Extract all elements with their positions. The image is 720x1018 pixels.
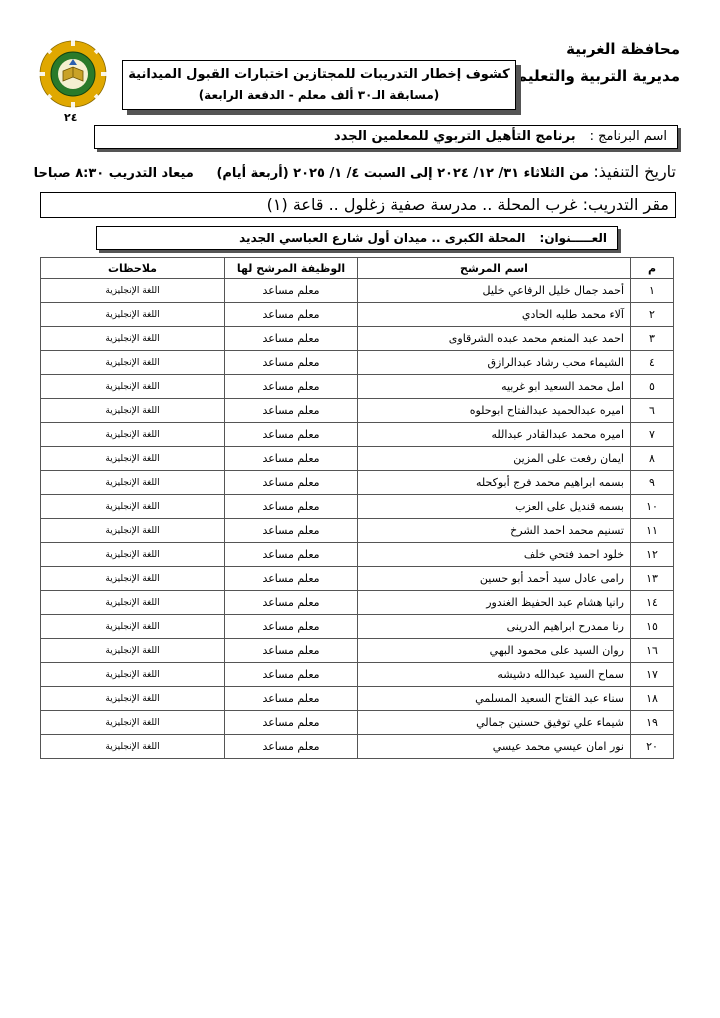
candidate-job: معلم مساعد	[225, 447, 358, 471]
table-row	[41, 399, 674, 423]
page-number: ٢٤	[64, 111, 78, 124]
execution-label: تاريخ التنفيذ:	[593, 162, 676, 181]
row-number: ١٧	[631, 663, 674, 687]
candidate-note: اللغة الإنجليزية	[41, 735, 225, 759]
candidate-note: اللغة الإنجليزية	[41, 447, 225, 471]
table-row	[41, 567, 674, 591]
candidate-job: معلم مساعد	[225, 567, 358, 591]
candidate-note: اللغة الإنجليزية	[41, 471, 225, 495]
candidate-name: اميره محمد عبدالقادر عبدالله	[358, 423, 631, 447]
table-row	[41, 495, 674, 519]
candidate-note: اللغة الإنجليزية	[41, 399, 225, 423]
table-row	[41, 687, 674, 711]
candidate-note: اللغة الإنجليزية	[41, 591, 225, 615]
row-number: ١٦	[631, 639, 674, 663]
row-number: ٦	[631, 399, 674, 423]
candidate-job: معلم مساعد	[225, 591, 358, 615]
candidate-note: اللغة الإنجليزية	[41, 543, 225, 567]
table-row	[41, 279, 674, 303]
program-label: اسم البرنامج :	[589, 129, 667, 144]
candidate-job: معلم مساعد	[225, 495, 358, 519]
candidate-name: خلود احمد فتحي خلف	[358, 543, 631, 567]
table-row	[41, 471, 674, 495]
candidate-note: اللغة الإنجليزية	[41, 351, 225, 375]
address-label: العـــــنوان:	[539, 231, 607, 245]
execution-dates: من الثلاثاء ٣١/ ١٢/ ٢٠٢٤ إلى السبت ٤/ ١/ ٢٠٢٥ (أربعة أيام)	[216, 166, 589, 181]
address-box	[96, 226, 618, 250]
candidate-job: معلم مساعد	[225, 615, 358, 639]
training-time: ميعاد التدريب ٨:٣٠ صباحا	[33, 166, 194, 181]
candidate-job: معلم مساعد	[225, 279, 358, 303]
row-number: ١٣	[631, 567, 674, 591]
table-row	[41, 591, 674, 615]
row-number: ٣	[631, 327, 674, 351]
row-number: ٢٠	[631, 735, 674, 759]
row-number: ١٩	[631, 711, 674, 735]
candidate-note: اللغة الإنجليزية	[41, 375, 225, 399]
candidate-name: بسمه ابراهيم محمد فرج أبوكحله	[358, 471, 631, 495]
candidate-note: اللغة الإنجليزية	[41, 327, 225, 351]
document-title-box	[122, 60, 516, 110]
candidate-note: اللغة الإنجليزية	[41, 279, 225, 303]
table-row	[41, 351, 674, 375]
candidate-job: معلم مساعد	[225, 639, 358, 663]
table-row	[41, 303, 674, 327]
header-job: الوظيفة المرشح لها	[225, 258, 358, 279]
row-number: ١	[631, 279, 674, 303]
candidate-job: معلم مساعد	[225, 519, 358, 543]
candidate-name: شيماء علي توفيق حسنين جمالي	[358, 711, 631, 735]
candidate-name: سناء عبد الفتاح السعيد المسلمي	[358, 687, 631, 711]
candidate-note: اللغة الإنجليزية	[41, 495, 225, 519]
candidate-job: معلم مساعد	[225, 375, 358, 399]
row-number: ٨	[631, 447, 674, 471]
venue-box	[40, 192, 676, 218]
row-number: ٧	[631, 423, 674, 447]
candidate-note: اللغة الإنجليزية	[41, 567, 225, 591]
program-value: برنامج التأهيل التربوي للمعلمين الجدد	[334, 129, 576, 144]
document-subtitle: (مسابقة الـ٣٠ ألف معلم - الدفعة الرابعة)	[198, 88, 440, 102]
candidate-name: امل محمد السعيد ابو غربيه	[358, 375, 631, 399]
candidate-note: اللغة الإنجليزية	[41, 303, 225, 327]
row-number: ١٢	[631, 543, 674, 567]
candidate-name: روان السيد على محمود البهي	[358, 639, 631, 663]
candidate-note: اللغة الإنجليزية	[41, 711, 225, 735]
candidate-job: معلم مساعد	[225, 327, 358, 351]
table-row	[41, 327, 674, 351]
address-value: المحلة الكبرى .. ميدان أول شارع العباسي الجديد	[239, 231, 526, 245]
candidate-name: اميره عبدالحميد عبدالفتاح ابوحلوه	[358, 399, 631, 423]
candidate-job: معلم مساعد	[225, 423, 358, 447]
venue-text: مقر التدريب: غرب المحلة .. مدرسة صفية زغلول .. قاعة (١)	[266, 195, 669, 214]
candidate-name: رانيا هشام عبد الحفيظ الغندور	[358, 591, 631, 615]
header-notes: ملاحظات	[41, 258, 225, 279]
candidate-job: معلم مساعد	[225, 687, 358, 711]
candidate-job: معلم مساعد	[225, 735, 358, 759]
candidate-note: اللغة الإنجليزية	[41, 663, 225, 687]
execution-line	[20, 162, 676, 181]
table-header-row	[41, 258, 674, 279]
candidate-name: أحمد جمال خليل الرفاعي خليل	[358, 279, 631, 303]
candidate-job: معلم مساعد	[225, 471, 358, 495]
candidate-name: ايمان رفعت على المزين	[358, 447, 631, 471]
candidate-job: معلم مساعد	[225, 303, 358, 327]
table-row	[41, 663, 674, 687]
table-row	[41, 447, 674, 471]
candidate-note: اللغة الإنجليزية	[41, 687, 225, 711]
candidate-name: الشيماء محب رشاد عبدالرازق	[358, 351, 631, 375]
header-num: م	[631, 258, 674, 279]
table-row	[41, 735, 674, 759]
row-number: ١٥	[631, 615, 674, 639]
candidate-job: معلم مساعد	[225, 543, 358, 567]
candidate-job: معلم مساعد	[225, 399, 358, 423]
candidate-job: معلم مساعد	[225, 351, 358, 375]
candidate-job: معلم مساعد	[225, 663, 358, 687]
candidate-name: بسمه قنديل على العزب	[358, 495, 631, 519]
document-title: كشوف إخطار التدريبات للمجتازين اختبارات القبول الميدانية	[128, 67, 510, 82]
table-row	[41, 423, 674, 447]
table-row	[41, 639, 674, 663]
directorate-logo-icon	[36, 37, 110, 111]
row-number: ٥	[631, 375, 674, 399]
table-row	[41, 519, 674, 543]
header-name: اسم المرشح	[358, 258, 631, 279]
governorate-name: محافظة الغربية	[566, 40, 680, 58]
candidate-name: آلاء محمد طلبه الحادي	[358, 303, 631, 327]
row-number: ١٠	[631, 495, 674, 519]
table-row	[41, 711, 674, 735]
row-number: ٢	[631, 303, 674, 327]
candidate-note: اللغة الإنجليزية	[41, 615, 225, 639]
candidate-name: سماح السيد عبدالله دشيشه	[358, 663, 631, 687]
candidate-name: نور امان عيسي محمد عيسي	[358, 735, 631, 759]
table-row	[41, 615, 674, 639]
candidate-name: تسنيم محمد احمد الشرخ	[358, 519, 631, 543]
candidates-table	[40, 257, 674, 759]
directorate-name: مديرية التربية والتعليم	[516, 67, 680, 85]
candidate-note: اللغة الإنجليزية	[41, 519, 225, 543]
candidate-job: معلم مساعد	[225, 711, 358, 735]
row-number: ١٤	[631, 591, 674, 615]
program-box	[94, 125, 678, 149]
row-number: ٩	[631, 471, 674, 495]
row-number: ١١	[631, 519, 674, 543]
candidate-name: رامى عادل سيد أحمد أبو حسين	[358, 567, 631, 591]
table-row	[41, 543, 674, 567]
candidate-note: اللغة الإنجليزية	[41, 639, 225, 663]
table-row	[41, 375, 674, 399]
row-number: ١٨	[631, 687, 674, 711]
candidate-note: اللغة الإنجليزية	[41, 423, 225, 447]
candidate-name: احمد عبد المنعم محمد عبده الشرقاوى	[358, 327, 631, 351]
row-number: ٤	[631, 351, 674, 375]
candidate-name: رنا ممدرح ابراهيم الدرينى	[358, 615, 631, 639]
